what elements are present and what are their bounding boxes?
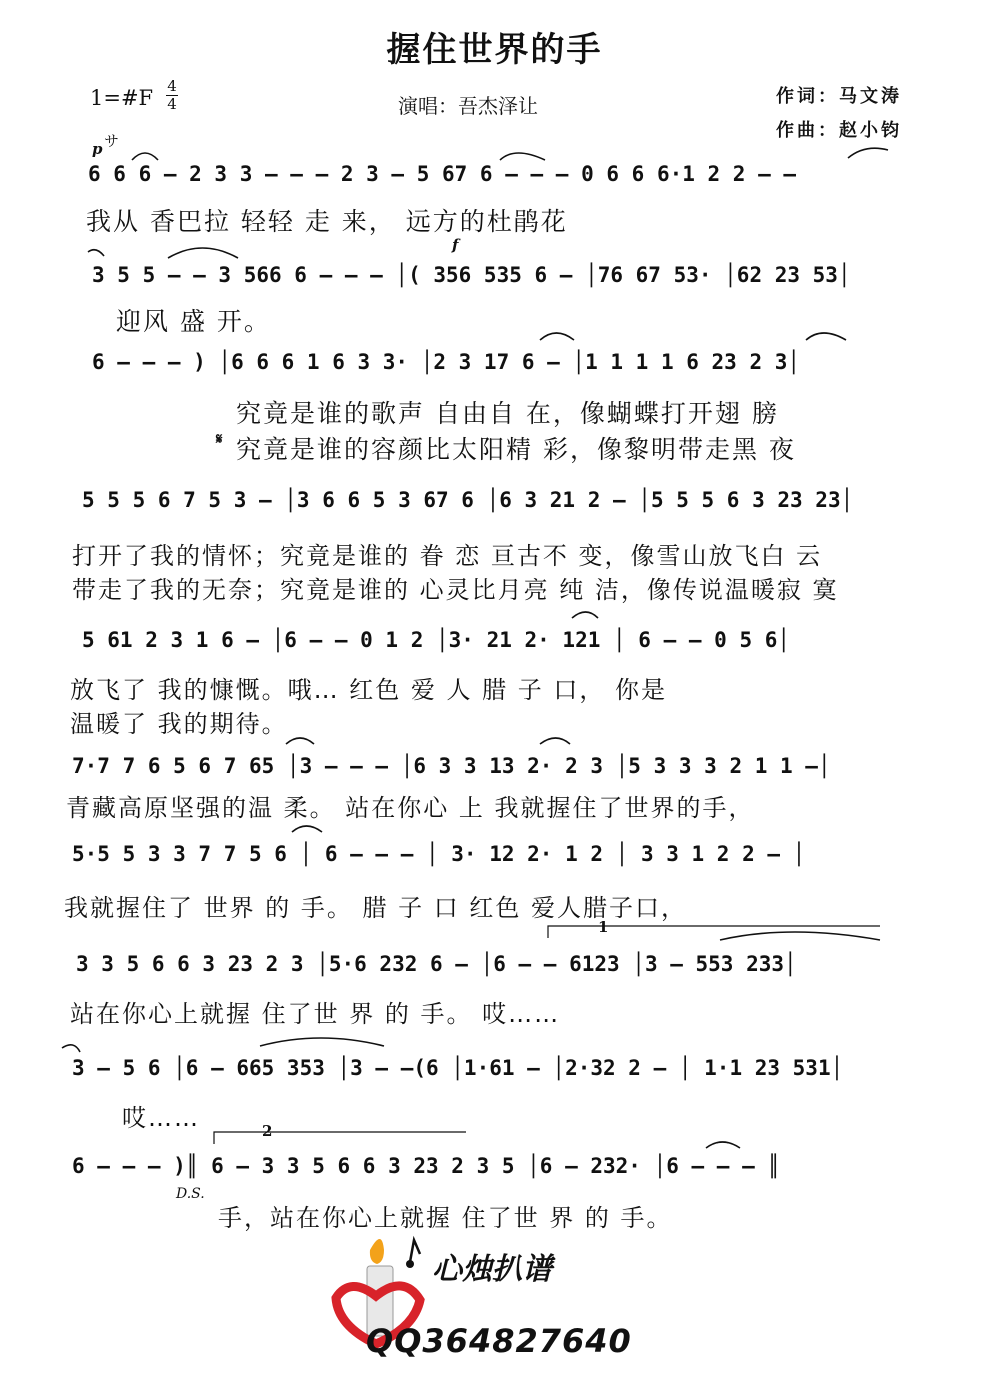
slur-13 bbox=[62, 1045, 80, 1052]
score-line-3-lyric-verse1: 究竟是谁的歌声 自由自 在，像蝴蝶打开翅 膀 bbox=[236, 399, 779, 428]
slur-10 bbox=[540, 738, 570, 744]
key-signature: 1=#F bbox=[90, 86, 154, 110]
volta-one-label: 1 bbox=[598, 918, 609, 936]
score-line-1-notes: 6 6 6 – 2 3 3 – – – 2 3 – 5 67 6 – – – 0 6 6 6·1 2 2 – – bbox=[88, 162, 797, 186]
slur-14 bbox=[260, 1038, 384, 1046]
dynamic-piano-mark: p bbox=[92, 140, 103, 158]
score-line-5-lyric-verse1: 放飞了 我的慷慨。哦… 红色 爱 人 腊 子 口， 你是 bbox=[70, 676, 668, 704]
song-title: 握住世界的手 bbox=[386, 30, 603, 70]
slur-2 bbox=[500, 153, 545, 160]
score-line-10-notes: 6 – – – )║ 6 – 3 3 5 6 6 3 23 2 3 5 │6 – 232· │6 – – – ║ bbox=[72, 1154, 781, 1178]
slur-11 bbox=[292, 826, 322, 832]
score-line-1-lyric: 我从 香巴拉 轻轻 走 来， 远方的杜鹃花 bbox=[86, 207, 568, 236]
lyricist-credit: 作词：马文涛 bbox=[776, 86, 902, 107]
score-line-4-notes: 5 5 5 6 7 5 3 – │3 6 6 5 3 67 6 │6 3 21 2 – │5 5 5 6 3 23 23│ bbox=[82, 488, 854, 512]
score-line-7-notes: 5·5 5 3 3 7 7 5 6 │ 6 – – – │ 3· 12 2· 1 2 │ 3 3 1 2 2 – │ bbox=[72, 842, 806, 866]
time-signature-bottom: 4 bbox=[167, 95, 177, 113]
slur-15 bbox=[706, 1142, 740, 1148]
slur-1 bbox=[132, 153, 158, 160]
score-line-2-notes: 3 5 5 – – 3 566 6 – – – │( 356 535 6 – │76 67 53· │62 23 53│ bbox=[92, 263, 851, 287]
slur-3 bbox=[848, 148, 888, 158]
slur-5 bbox=[168, 248, 238, 258]
qq-contact: QQ364827640 bbox=[366, 1322, 632, 1360]
segno-sign: 𝄋 bbox=[216, 430, 223, 448]
composer-credit: 作曲：赵小钧 bbox=[776, 120, 902, 141]
music-note-head-icon bbox=[406, 1260, 414, 1268]
score-line-5-lyric-verse2: 温暖了 我的期待。 bbox=[70, 710, 288, 738]
score-line-4-lyric-verse2: 带走了我的无奈；究竟是谁的 心灵比月亮 纯 洁，像传说温暖寂 寞 bbox=[72, 576, 839, 604]
slur-9 bbox=[286, 738, 314, 744]
score-line-6-lyric: 青藏高原坚强的温 柔。 站在你心 上 我就握住了世界的手， bbox=[66, 794, 755, 822]
singer-credit: 演唱：吾杰泽让 bbox=[398, 94, 538, 118]
slur-8 bbox=[572, 612, 598, 618]
score-line-2-lyric: 迎风 盛 开。 bbox=[116, 307, 271, 336]
volta-two-label: 2 bbox=[262, 1122, 273, 1140]
slur-6 bbox=[540, 333, 574, 340]
score-line-7-lyric: 我就握住了 世界 的 手。 腊 子 口 红色 爱人腊子口， bbox=[64, 894, 688, 922]
score-line-8-lyric: 站在你心上就握 住了世 界 的 手。 哎…… bbox=[70, 1000, 561, 1028]
transcriber-brand: 心烛扒谱 bbox=[432, 1252, 552, 1287]
score-line-5-notes: 5 61 2 3 1 6 – │6 – – 0 1 2 │3· 21 2· 121 │ 6 – – 0 5 6│ bbox=[82, 628, 791, 652]
score-line-4-lyric-verse1: 打开了我的情怀；究竟是谁的 眷 恋 亘古不 变，像雪山放飞白 云 bbox=[72, 542, 823, 570]
ds-mark: D.S. bbox=[176, 1186, 205, 1202]
volta-two-bracket bbox=[214, 1132, 466, 1144]
score-line-6-notes: 7·7 7 6 5 6 7 65 │3 – – – │6 3 3 13 2· 2 3 │5 3 3 3 2 1 1 –│ bbox=[72, 754, 831, 778]
candle-flame-icon bbox=[370, 1239, 384, 1264]
breath-sign: サ bbox=[104, 132, 120, 150]
dynamic-forte-mark: f bbox=[452, 236, 459, 254]
slur-12 bbox=[720, 932, 880, 940]
volta-one-bracket bbox=[548, 926, 880, 938]
music-note-icon bbox=[410, 1240, 420, 1262]
score-line-10-lyric: 手，站在你心上就握 住了世 界 的 手。 bbox=[218, 1204, 673, 1232]
slur-7 bbox=[806, 333, 846, 340]
score-line-9-notes: 3 – 5 6 │6 – 665 353 │3 – –(6 │1·61 – │2·32 2 – │ 1·1 23 531│ bbox=[72, 1056, 844, 1080]
score-line-3-lyric-verse2: 究竟是谁的容颜比太阳精 彩，像黎明带走黑 夜 bbox=[236, 435, 796, 464]
score-line-9-lyric: 哎…… bbox=[122, 1104, 200, 1132]
score-line-8-notes: 3 3 5 6 6 3 23 2 3 │5·6 232 6 – │6 – – 6123 │3 – 553 233│ bbox=[76, 952, 797, 976]
score-line-3-notes: 6 – – – ) │6 6 6 1 6 3 3· │2 3 17 6 – │1 1 1 1 6 23 2 3│ bbox=[92, 350, 801, 374]
time-signature-top: 4 bbox=[167, 77, 177, 95]
slur-4 bbox=[88, 250, 104, 256]
